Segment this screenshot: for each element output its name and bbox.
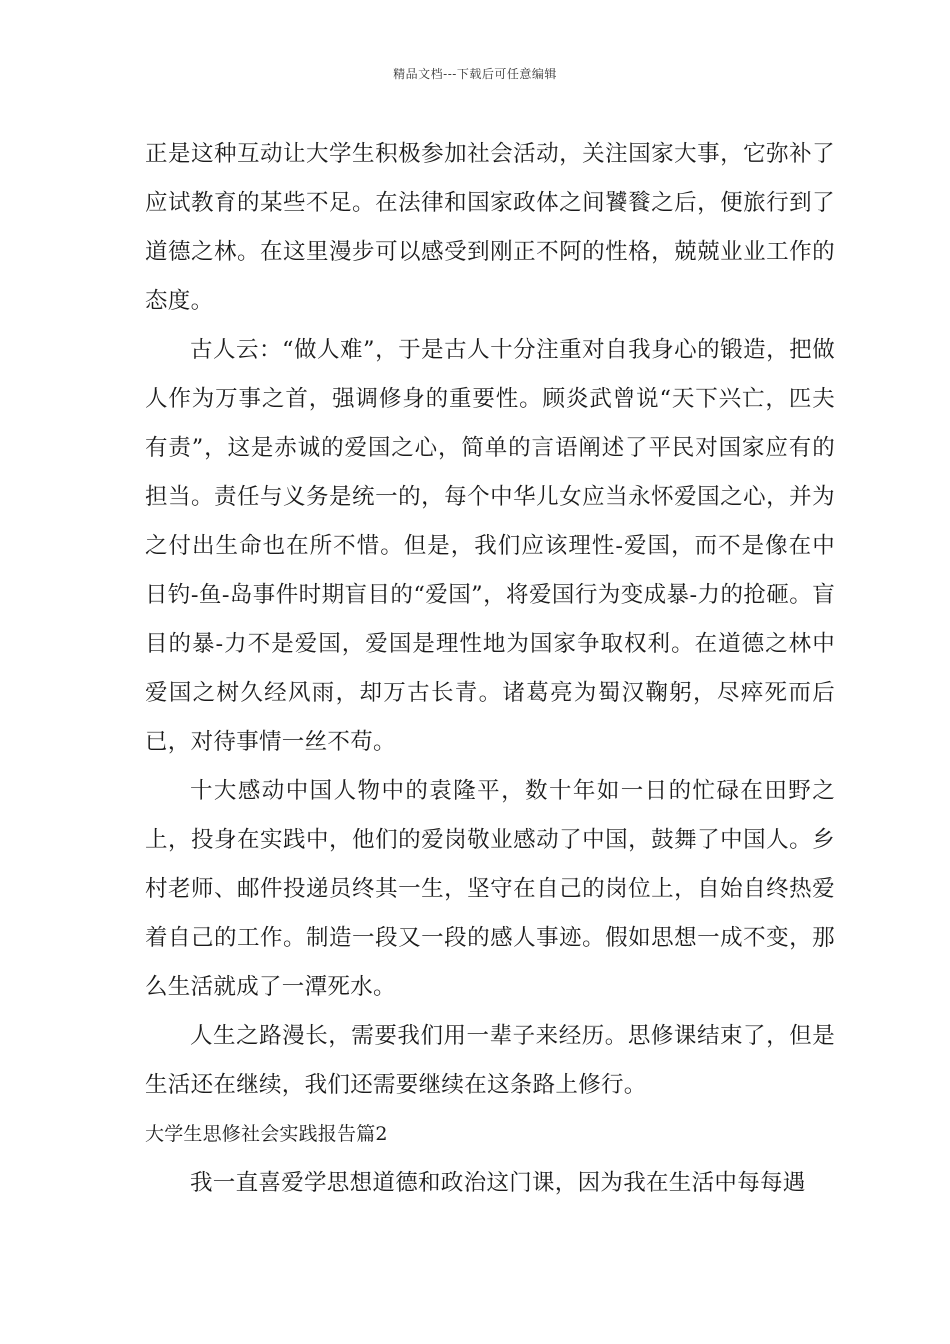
section-heading: 大学生思修社会实践报告篇2 [145,1123,388,1145]
paragraph-4: 人生之路漫长，需要我们用一辈子来经历。思修课结束了，但是生活还在继续，我们还需要继续在这条路上修行。 [145,1023,835,1098]
paragraph-5: 我一直喜爱学思想道德和政治这门课，因为我在生活中每每遇 [190,1170,806,1196]
paragraph-2: 古人云：“做人难”，于是古人十分注重对自我身心的锻造，把做人作为万事之首，强调修身的重要性。顾炎武曾说“天下兴亡，匹夫有责”，这是赤诚的爱国之心，简单的言语阐述了平民对国家应有的担当。责任与义务是统一的，每个中华儿女应当永怀爱国之心，并为之付出生命也在所不惜。但是，我们应该理性-爱国，而不是像在中日钓-鱼-岛事件时期盲目的“爱国”，将爱国行为变成暴-力的抢砸。盲目的暴-力不是爱国，爱国是理性地为国家争取权利。在道德之林中爱国之树久经风雨，却万古长青。诸葛亮为蜀汉鞠躬，尽瘁死而后已，对待事情一丝不苟。 [145,337,835,755]
paragraph-1: 正是这种互动让大学生积极参加社会活动，关注国家大事，它弥补了应试教育的某些不足。在法律和国家政体之间饕餮之后，便旅行到了道德之林。在这里漫步可以感受到刚正不阿的性格，兢兢业业工作的态度。 [145,141,835,314]
paragraph-3: 十大感动中国人物中的袁隆平，数十年如一日的忙碌在田野之上，投身在实践中，他们的爱岗敬业感动了中国，鼓舞了中国人。乡村老师、邮件投递员终其一生，坚守在自己的岗位上，自始自终热爱着自己的工作。制造一段又一段的感人事迹。假如思想一成不变，那么生活就成了一潭死水。 [145,778,835,1000]
page-header: 精品文档---下载后可任意编辑 [393,67,557,81]
document-body [145,130,835,1208]
